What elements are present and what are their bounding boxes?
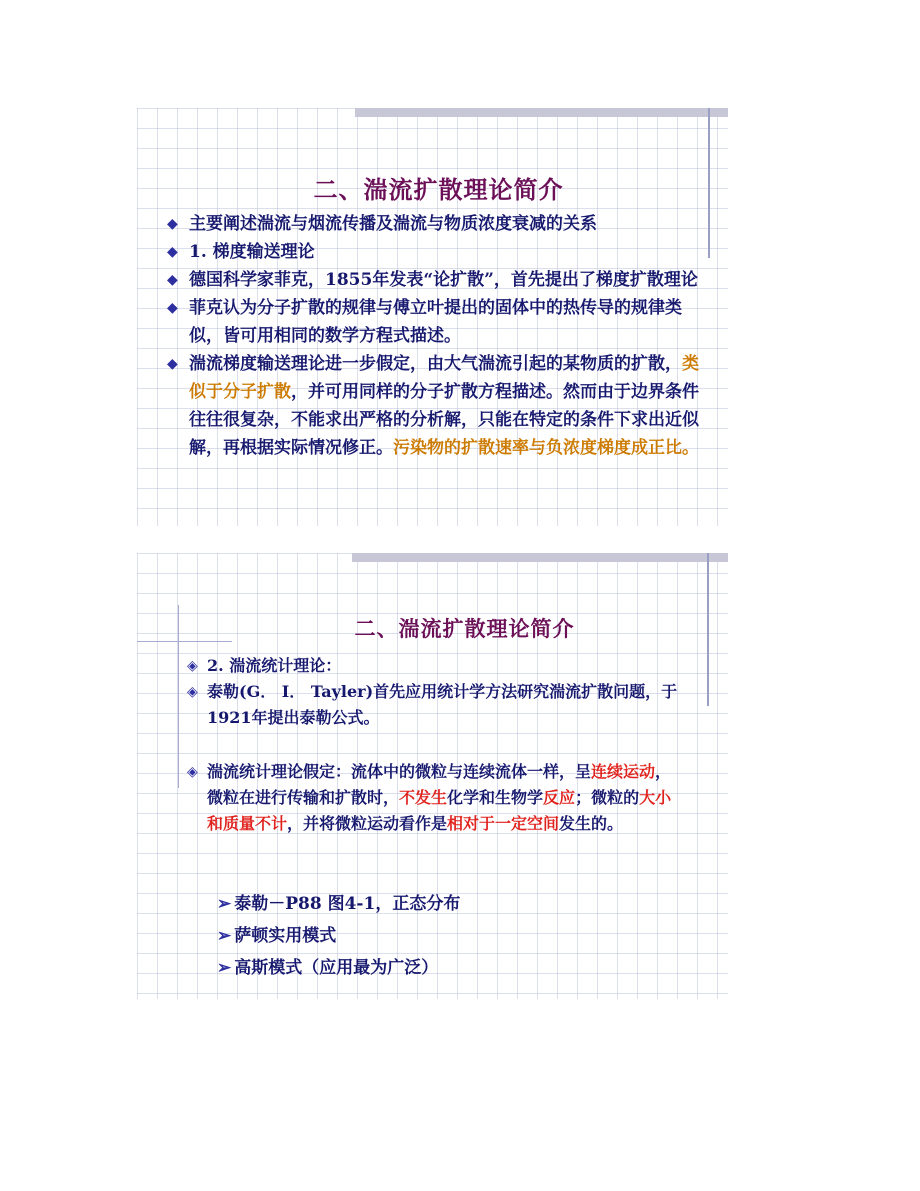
bullet-item: [187, 679, 687, 731]
bullet-list: [167, 210, 715, 462]
bullet-item: [187, 759, 687, 837]
slide-left-line: [178, 605, 179, 788]
bullet-text: 菲克认为分子扩散的规律与傅立叶提出的固体中的热传导的规律类似，皆可用相同的数学方程式描述。: [189, 298, 682, 346]
diamond-bullet-icon: ◈: [187, 684, 198, 700]
bullet-text: 发生的。: [559, 814, 624, 833]
highlight-text: 类似于分子扩散: [189, 354, 699, 402]
bullet-item: [167, 350, 715, 462]
slide-1: [137, 108, 728, 526]
sub-item-text: 泰勒－P88 图4-1，正态分布: [234, 894, 461, 914]
bullet-list: [187, 759, 687, 837]
bullet-text: 湍流统计理论假定：流体中的微粒与连续流体一样，呈: [207, 762, 592, 781]
bullet-text: 泰勒(G． I． Tayler)首先应用统计学方法研究湍流扩散问题，于1921年提出泰勒公式。: [207, 682, 678, 727]
sub-item-text: 萨顿实用模式: [234, 926, 337, 946]
bullet-text: 主要阐述湍流与烟流传播及湍流与物质浓度衰减的关系: [189, 214, 597, 234]
diamond-bullet-icon: ◆: [167, 272, 178, 288]
diamond-bullet-icon: ◆: [167, 244, 178, 260]
slide-top-bar: [355, 108, 728, 117]
highlight-text: 连续运动: [591, 762, 656, 781]
bullet-text: ，微粒在进行传输和扩散时，: [207, 762, 672, 807]
bullet-item: [167, 210, 715, 238]
sub-item: [217, 888, 460, 920]
sub-item-text: 高斯模式（应用最为广泛）: [234, 958, 439, 978]
bullet-item: [187, 653, 687, 679]
bullet-text: 1. 梯度输送理论: [189, 242, 315, 262]
sub-item: [217, 952, 460, 984]
arrow-bullet-icon: ➢: [217, 958, 232, 978]
diamond-bullet-icon: ◆: [167, 356, 178, 372]
diamond-bullet-icon: ◆: [167, 216, 178, 232]
bullet-text: 化学和生物学: [447, 788, 544, 807]
slide-top-bar: [352, 553, 728, 562]
diamond-bullet-icon: ◈: [187, 764, 198, 780]
highlight-text: 不发生: [399, 788, 448, 807]
bullet-item: [167, 238, 715, 266]
bullet-text: ，并将微粒运动看作是: [287, 814, 448, 833]
bullet-text: 德国科学家菲克，1855年发表“论扩散”，首先提出了梯度扩散理论: [189, 270, 698, 290]
sub-item-list: [217, 888, 460, 984]
diamond-bullet-icon: ◈: [187, 658, 198, 674]
bullet-item: [167, 266, 715, 294]
bullet-text: ；微粒的: [575, 788, 640, 807]
highlight-text: 污染物的扩散速率与负浓度梯度成正比。: [393, 438, 699, 458]
highlight-text: 大小和质量不计: [207, 788, 672, 833]
bullet-text: 2. 湍流统计理论：: [207, 656, 342, 675]
bullet-text: 湍流梯度输送理论进一步假定，由大气湍流引起的某物质的扩散，: [189, 354, 682, 374]
slide-title: 二、湍流扩散理论简介: [354, 616, 575, 641]
highlight-text: 相对于一定空间: [447, 814, 560, 833]
slide-2: [137, 553, 728, 999]
bullet-item: [167, 294, 715, 350]
arrow-bullet-icon: ➢: [217, 926, 232, 946]
diamond-bullet-icon: ◆: [167, 300, 178, 316]
slide-title: 二、湍流扩散理论简介: [313, 175, 564, 204]
sub-item: [217, 920, 460, 952]
bullet-text: ，并可用同样的分子扩散方程描述。然而由于边界条件往往很复杂，不能求出严格的分析解，只能在特定的条件下求出近似解，再根据实际情况修正。: [189, 382, 699, 458]
bullet-list: [187, 653, 687, 731]
highlight-text: 反应: [543, 788, 576, 807]
arrow-bullet-icon: ➢: [217, 894, 232, 914]
